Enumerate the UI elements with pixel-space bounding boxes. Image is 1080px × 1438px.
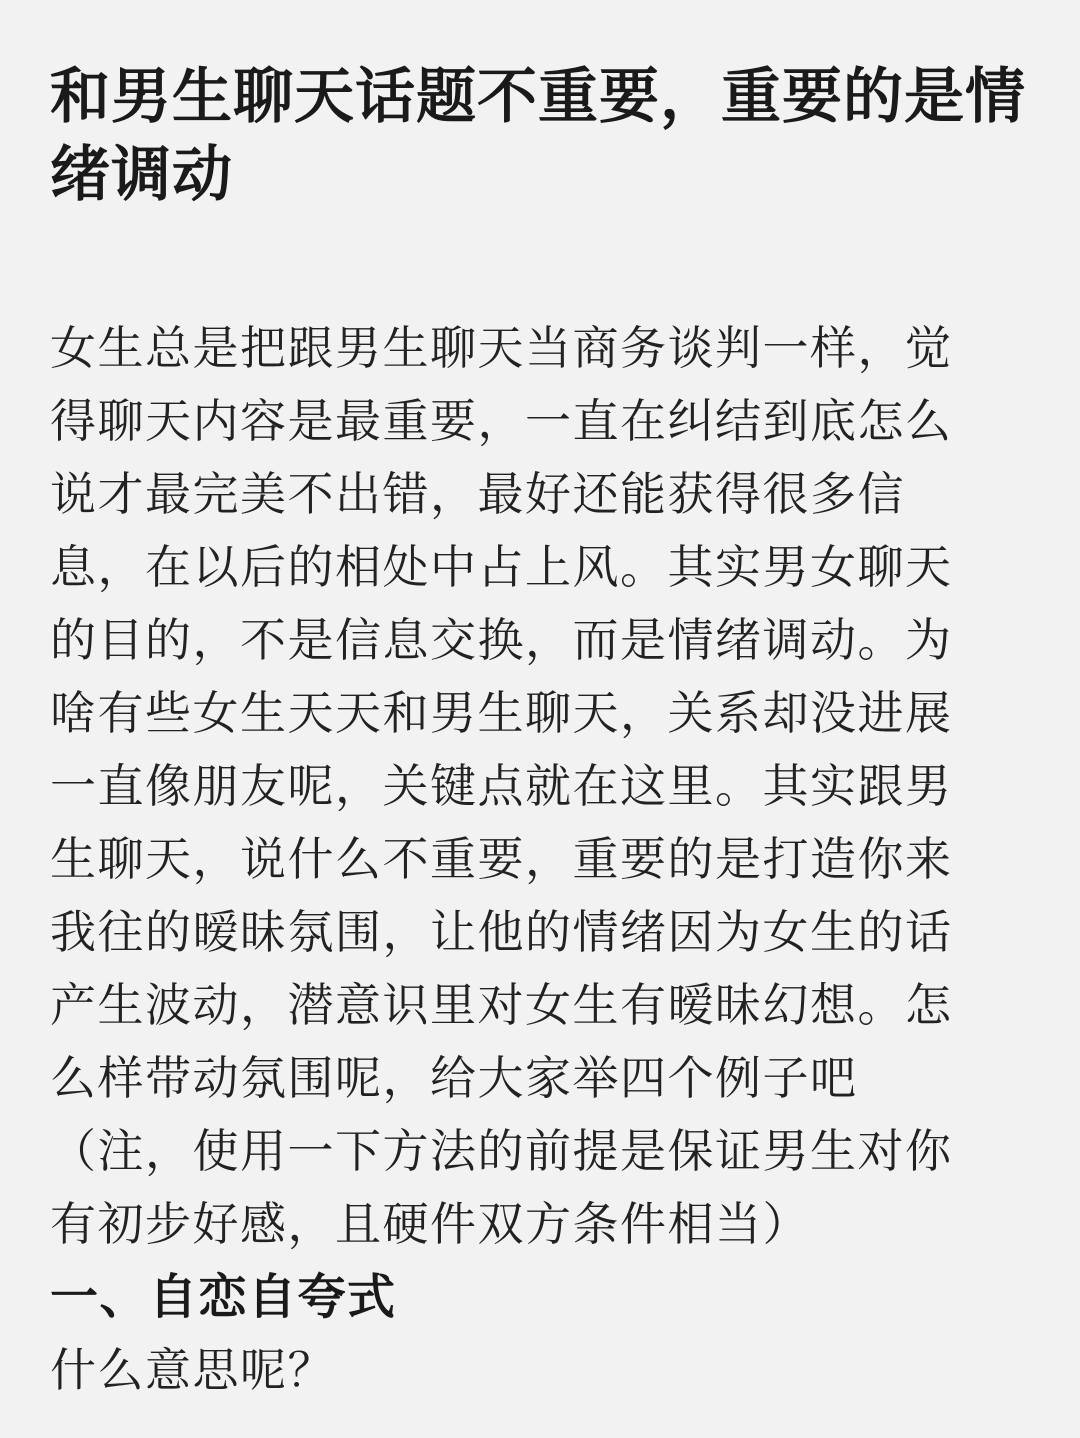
paragraph-line: 么样带动氛围呢，给大家举四个例子吧 [50, 1051, 858, 1105]
paragraph-line: 的目的，不是信息交换，而是情绪调动。为 [50, 613, 953, 667]
paragraph-line: 得聊天内容是最重要，一直在纠结到底怎么 [50, 394, 953, 448]
paragraph-line: 产生波动，潜意识里对女生有暧昧幻想。怎 [50, 978, 953, 1032]
paragraph-line: 我往的暧昧氛围，让他的情绪因为女生的话 [50, 905, 953, 959]
paragraph-line: 息，在以后的相处中占上风。其实男女聊天 [50, 540, 953, 594]
section-heading: 一、自恋自夸式 [50, 1269, 397, 1325]
paragraph-line: 啥有些女生天天和男生聊天，关系却没进展 [50, 686, 953, 740]
paragraph-line: 女生总是把跟男生聊天当商务谈判一样，觉 [50, 321, 953, 375]
paragraph-line: 说才最完美不出错，最好还能获得很多信 [50, 467, 905, 521]
question-line: 什么意思呢？ [50, 1343, 335, 1397]
paragraph-line: 一直像朋友呢，关键点就在这里。其实跟男 [50, 759, 953, 813]
note-body [50, 312, 1035, 1407]
paragraph-line: 有初步好感，且硬件双方条件相当） [50, 1197, 810, 1251]
paragraph-line: 生聊天，说什么不重要，重要的是打造你来 [50, 832, 953, 886]
paragraph-line: （注，使用一下方法的前提是保证男生对你 [50, 1124, 953, 1178]
note-title: 和男生聊天话题不重要，重要的是情绪调动 [50, 62, 1026, 210]
